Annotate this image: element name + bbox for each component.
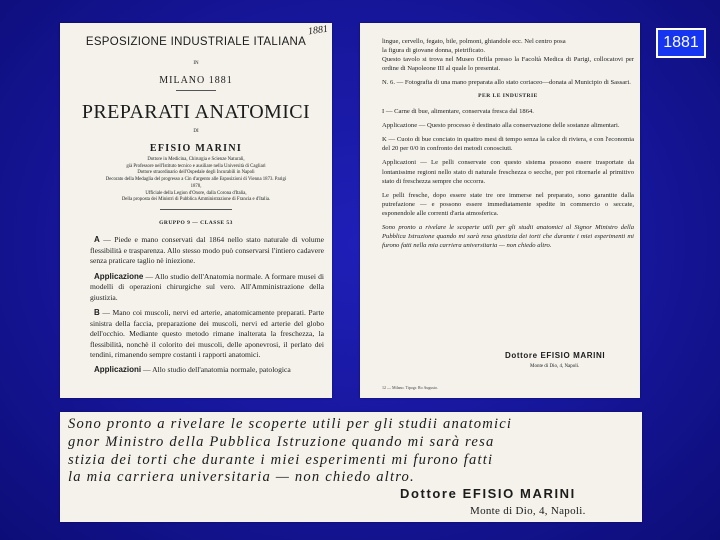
quote-line: stizia dei torti che durante i miei esperimenti mi furono fatti [68,451,494,468]
text-paragraph: Questo tavolo si trova nel Museo Orfila presso la Facoltà Medica di Parigi, collocatovi per ordine di Napoleone III al quale lo presentai. [382,56,634,73]
document-title: PREPARATI ANATOMICI [81,101,311,123]
section-heading: PER LE INDUSTRIE [478,93,538,100]
entry: A — Piede e mano conservati dal 1864 nello stato naturale di volume flessibilità e trasparenza. Allo stesso modo può conservarsi l'intiero cadavere senza praticare taglio nè iniezione. [90,235,324,266]
entry: Applicazione — Allo studio dell'Anatomia normale. A formare musei di modelli di operazioni chirurgiche sul vero. All'Amministrazione della giustizia. [90,271,324,302]
item-paragraph: Applicazioni — Le pelli conservate con questo sistema possono essere trasportate da lontanissime regioni nello stato di naturale freschezza o secche, per poi ritornarle al primitivo stato di freschezza sempre che occorra. [382,159,634,185]
year-badge: 1881 [656,28,706,58]
item-paragraph: Applicazione — Questo processo è destinato alla conservazione delle sostanze alimentari. [382,122,620,130]
zoomed-address: Monte di Dio, 4, Napoli. [470,505,586,517]
divider [160,209,232,210]
author-name: EFISIO MARINI [149,143,243,154]
exhibition-front-page [60,23,332,398]
exhibition-second-page [360,23,640,398]
n6-paragraph: N. 6. — Fotografia di una mano preparata allo stato coriaceo—donata al Municipio di Sassari. [382,79,631,87]
credential-line: Decorato della Medaglia del progresso a Cin d'argento alle Esposizioni di Vienna 1873. Parigi 1878, [105,177,287,189]
entry: Applicazioni — Allo studio dell'anatomia normale, patologica [94,365,291,375]
item-paragraph: I — Carne di bue, alimentare, conservata fresca dal 1864. [382,108,534,116]
city-year: MILANO 1881 [159,75,233,86]
quote-line: la mia carriera universitaria — non chiedo altro. [68,469,415,486]
credential-line: Ufficiale della Legion d'Onore, dalla Corona d'Italia, [145,190,247,196]
author-credentials [100,157,292,204]
zoomed-excerpt [60,412,642,522]
credential-line: Dottore in Medicina, Chirurgia e Scienze Naturali, [147,157,245,162]
item-paragraph: Le pelli fresche, dopo essere state tre ore immerse nel preparato, sono garantite dalla putrefazione — e possono essere immediatamente spedite in commercio o seccate, esponendole alle correnti d'aria atmosferica. [382,191,634,217]
handwritten-reference: 1881 [307,23,329,38]
divider [176,90,216,91]
address: Monte di Dio, 4, Napoli. [530,364,580,369]
credential-line: già Professore nell'Istituto tecnico e ausiliare nella Università di Cagliari [126,163,266,169]
right-page-text [382,37,634,250]
in-label: IN [193,61,199,66]
entries [90,235,324,381]
printer-footer: 12 — Milano. Tipogr. Ro Augusto. [382,385,439,390]
closing-statement [382,223,634,250]
quote-line: Sono pronto a rivelare le scoperte utili per gli studii anatomici [68,416,513,432]
entry: B — Mano coi muscoli, nervi ed arterie, anatomicamente preparati. Parte sinistra della faccia, preparazione dei muscoli, nervi ed arterie del globo dell'occhio. Mediante questo metodo rimane inalterata la freschezza, la flessibilità, nonchè il colorito dei muscoli, delle aponevrosi, il perlato dei tendini, rimanendo sempre costanti i rapporti anatomici. [90,308,324,359]
quote-line: gnor Ministro della Pubblica Istruzione quando mi sarà resa [68,433,495,450]
signature: Dottore EFISIO MARINI [505,351,606,360]
credential-line: Dottore straordinario dell'Ospedale degli Incurabili in Napoli [137,170,255,176]
credential-line: Della proposta dei Ministri di Pubblica Amministrazione di Francia e d'Italia. [121,197,271,203]
text-line: la figura di giovane donna, pietrificato. [382,47,486,55]
di-label: DI [193,129,199,134]
item-paragraph: K — Cuoio di bue conciato in quattro mesi di tempo senza la calce di riviera, e con l'economia del 20 per 0/0 in confronto dei metodi conosciuti. [382,136,634,153]
group-class: GRUPPO 9 — CLASSE 53 [159,220,233,226]
zoomed-quote [68,416,640,487]
zoomed-signature: Dottore EFISIO MARINI [400,486,576,501]
text-line: lingue, cervello, fegato, bile, polmoni, ghiandole ecc. Nel centro posa [382,38,566,45]
closing-text: Sono pronto a rivelare le scoperte utili per gli studii anatomici al Signor Ministro della Pubblica Istruzione quando mi sarà resa giustizia dei torti che durante i miei esperimenti mi furono fatti nella mia carriera universitaria — non chiedo altro. [382,223,634,250]
exhibition-header: ESPOSIZIONE INDUSTRIALE ITALIANA [85,36,307,48]
